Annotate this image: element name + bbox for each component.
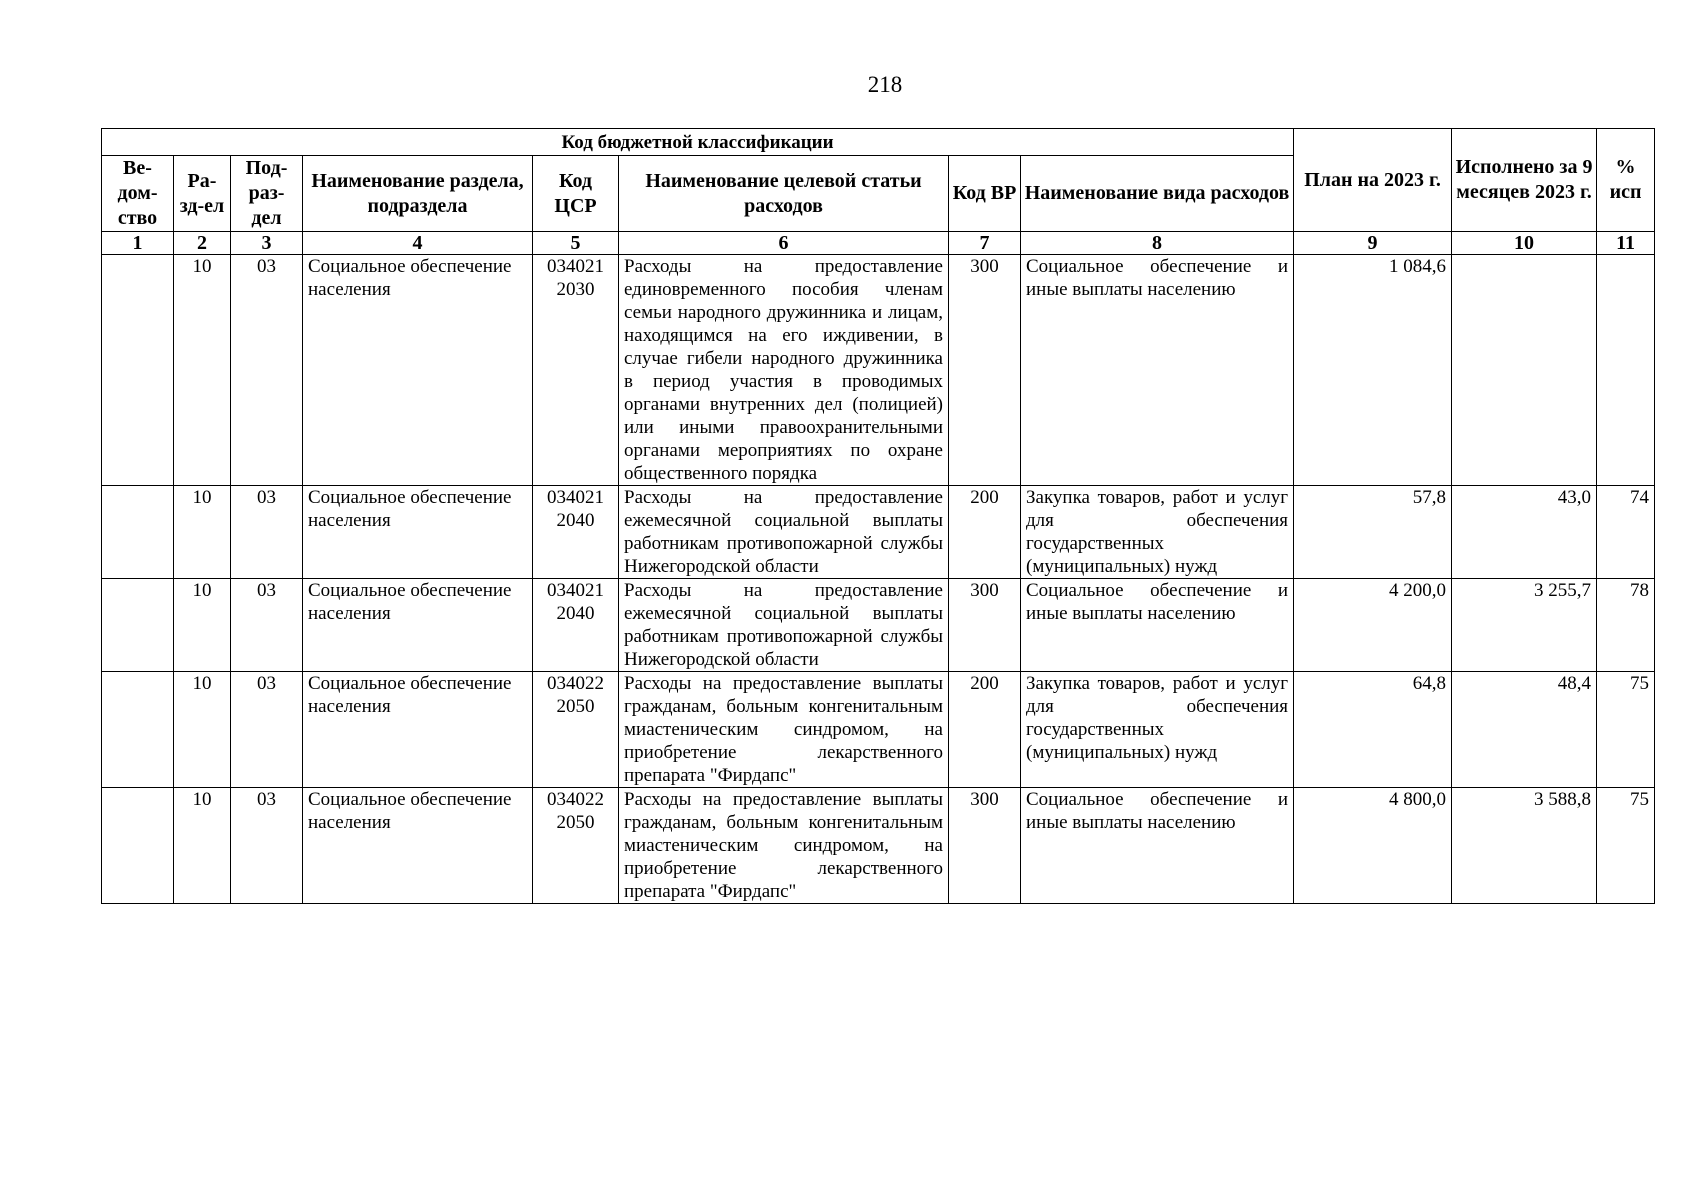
executed-cell: 3 588,8	[1452, 788, 1597, 904]
vedomstvo-cell	[102, 788, 174, 904]
vr-name-cell: Социальное обеспечение и иные выплаты населению	[1021, 579, 1294, 672]
executed-header: Исполнено за 9 месяцев 2023 г.	[1452, 129, 1597, 232]
executed-cell	[1452, 255, 1597, 486]
executed-cell: 3 255,7	[1452, 579, 1597, 672]
vedomstvo-cell	[102, 486, 174, 579]
percent-header: % исп	[1597, 129, 1655, 232]
table-row	[102, 579, 1655, 672]
csr-name-header: Наименование целевой статьи расходов	[619, 156, 949, 232]
plan-cell: 4 200,0	[1294, 579, 1452, 672]
razdel-header: Ра-зд-ел	[174, 156, 231, 232]
csr-name-cell: Расходы на предоставление ежемесячной социальной выплаты работникам противопожарной службы Нижегородской области	[619, 579, 949, 672]
table-body	[102, 255, 1655, 904]
kod-vr-header: Код ВР	[949, 156, 1021, 232]
column-number: 6	[619, 232, 949, 255]
podrazdel-cell: 03	[231, 672, 303, 788]
csr-name-cell: Расходы на предоставление выплаты гражданам, больным конгенитальным миастеническим синдромом, на приобретение лекарственного препарата "Фирдапс"	[619, 788, 949, 904]
kod-vr-cell: 200	[949, 672, 1021, 788]
kod-csr-cell: 034022 2050	[533, 672, 619, 788]
column-number: 5	[533, 232, 619, 255]
vr-name-cell: Социальное обеспечение и иные выплаты населению	[1021, 788, 1294, 904]
kod-vr-cell: 300	[949, 788, 1021, 904]
percent-cell: 78	[1597, 579, 1655, 672]
plan-cell: 57,8	[1294, 486, 1452, 579]
header-group-row	[102, 129, 1655, 156]
vedomstvo-cell	[102, 255, 174, 486]
percent-cell: 75	[1597, 788, 1655, 904]
podrazdel-cell: 03	[231, 788, 303, 904]
table-header	[102, 129, 1655, 255]
vr-name-cell: Социальное обеспечение и иные выплаты населению	[1021, 255, 1294, 486]
kod-vr-cell: 300	[949, 255, 1021, 486]
percent-cell	[1597, 255, 1655, 486]
budget-classification-header: Код бюджетной классификации	[102, 129, 1294, 156]
podrazdel-header: Под-раз-дел	[231, 156, 303, 232]
column-number: 1	[102, 232, 174, 255]
table-row	[102, 788, 1655, 904]
column-number: 11	[1597, 232, 1655, 255]
column-number: 2	[174, 232, 231, 255]
column-number: 8	[1021, 232, 1294, 255]
column-number: 4	[303, 232, 533, 255]
podrazdel-cell: 03	[231, 486, 303, 579]
executed-cell: 48,4	[1452, 672, 1597, 788]
csr-name-cell: Расходы на предоставление единовременного пособия членам семьи народного дружинника и лицам, находящимся на его иждивении, в случае гибели народного дружинника в период участия в проводимых органами внутренних дел (полицией) или иными правоохранительными органами мероприятиях по охране общественного порядка	[619, 255, 949, 486]
razdel-cell: 10	[174, 579, 231, 672]
page-number: 218	[867, 72, 903, 97]
vedomstvo-cell	[102, 579, 174, 672]
plan-header: План на 2023 г.	[1294, 129, 1452, 232]
column-number: 7	[949, 232, 1021, 255]
plan-cell: 4 800,0	[1294, 788, 1452, 904]
kod-csr-cell: 034021 2040	[533, 579, 619, 672]
razdel-cell: 10	[174, 672, 231, 788]
column-number-row	[102, 232, 1655, 255]
kod-csr-cell: 034022 2050	[533, 788, 619, 904]
percent-cell: 74	[1597, 486, 1655, 579]
budget-table	[101, 128, 1655, 904]
razdel-name-cell: Социальное обеспечение населения	[303, 486, 533, 579]
executed-cell: 43,0	[1452, 486, 1597, 579]
kod-csr-cell: 034021 2040	[533, 486, 619, 579]
column-number: 9	[1294, 232, 1452, 255]
table-row	[102, 255, 1655, 486]
razdel-name-cell: Социальное обеспечение населения	[303, 788, 533, 904]
vedomstvo-cell	[102, 672, 174, 788]
razdel-cell: 10	[174, 486, 231, 579]
vr-name-cell: Закупка товаров, работ и услуг для обеспечения государственных (муниципальных) нужд	[1021, 672, 1294, 788]
razdel-cell: 10	[174, 255, 231, 486]
table-row	[102, 672, 1655, 788]
plan-cell: 1 084,6	[1294, 255, 1452, 486]
razdel-name-cell: Социальное обеспечение населения	[303, 579, 533, 672]
podrazdel-cell: 03	[231, 579, 303, 672]
vedomstvo-header: Ве-дом-ство	[102, 156, 174, 232]
razdel-name-cell: Социальное обеспечение населения	[303, 255, 533, 486]
razdel-name-cell: Социальное обеспечение населения	[303, 672, 533, 788]
kod-csr-header: Код ЦСР	[533, 156, 619, 232]
vr-name-cell: Закупка товаров, работ и услуг для обеспечения государственных (муниципальных) нужд	[1021, 486, 1294, 579]
column-number: 10	[1452, 232, 1597, 255]
percent-cell: 75	[1597, 672, 1655, 788]
plan-cell: 64,8	[1294, 672, 1452, 788]
csr-name-cell: Расходы на предоставление ежемесячной социальной выплаты работникам противопожарной службы Нижегородской области	[619, 486, 949, 579]
kod-vr-cell: 300	[949, 579, 1021, 672]
razdel-cell: 10	[174, 788, 231, 904]
csr-name-cell: Расходы на предоставление выплаты гражданам, больным конгенитальным миастеническим синдромом, на приобретение лекарственного препарата "Фирдапс"	[619, 672, 949, 788]
column-number: 3	[231, 232, 303, 255]
kod-vr-cell: 200	[949, 486, 1021, 579]
vr-name-header: Наименование вида расходов	[1021, 156, 1294, 232]
kod-csr-cell: 034021 2030	[533, 255, 619, 486]
table-row	[102, 486, 1655, 579]
razdel-name-header: Наименование раздела, подраздела	[303, 156, 533, 232]
podrazdel-cell: 03	[231, 255, 303, 486]
